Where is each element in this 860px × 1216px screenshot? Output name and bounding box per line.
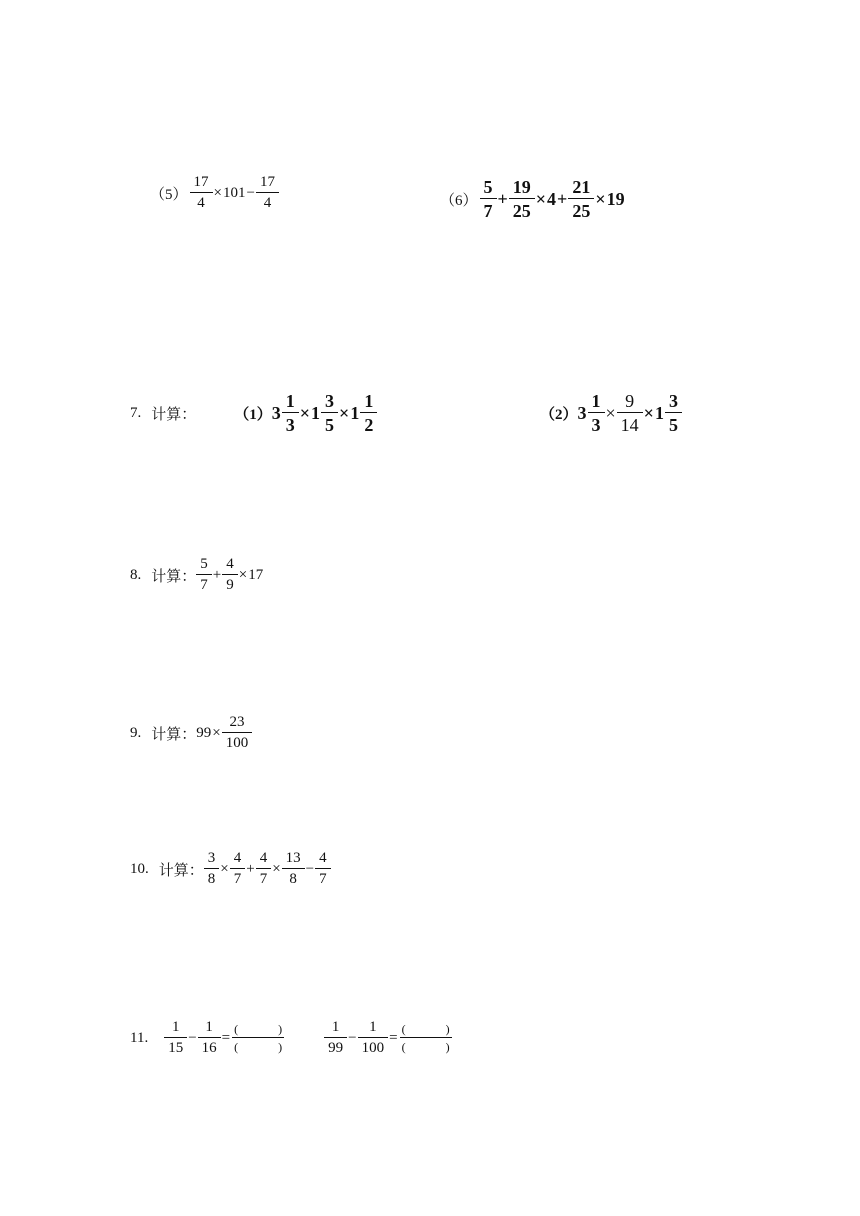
fraction xyxy=(224,557,236,593)
numerator: 4 xyxy=(226,556,234,572)
answer-blank[interactable] xyxy=(400,1023,452,1053)
plus-sign: + xyxy=(557,188,568,209)
denominator: 15 xyxy=(164,1037,187,1056)
numerator: 17 xyxy=(193,174,209,190)
numerator: 9 xyxy=(625,391,635,411)
open-paren: ( xyxy=(234,1022,239,1036)
numerator: 1 xyxy=(171,1019,180,1035)
integer: 99 xyxy=(196,724,212,741)
close-paren: ) xyxy=(278,1022,283,1036)
denominator: 99 xyxy=(324,1037,347,1056)
denominator: 25 xyxy=(568,198,594,220)
times-sign: × xyxy=(339,402,350,423)
problem-label: （5） xyxy=(150,186,188,203)
fraction xyxy=(284,392,297,434)
denominator: 16 xyxy=(198,1037,221,1056)
close-paren: ) xyxy=(445,1040,450,1054)
numerator: 3 xyxy=(325,391,335,411)
fraction xyxy=(323,392,336,434)
fraction xyxy=(192,175,211,211)
denominator: 7 xyxy=(196,574,212,593)
numerator: 5 xyxy=(483,177,493,197)
equals-sign: = xyxy=(221,1029,231,1046)
whole-number: 1 xyxy=(654,402,664,423)
denominator: 5 xyxy=(665,412,682,434)
fraction xyxy=(232,851,244,887)
minus-sign: − xyxy=(246,184,255,201)
numerator: 4 xyxy=(319,850,327,866)
close-paren: ) xyxy=(445,1022,450,1036)
numerator: 17 xyxy=(259,174,275,190)
fraction xyxy=(258,851,270,887)
numerator: 21 xyxy=(572,177,591,197)
numerator-blank[interactable] xyxy=(232,1023,284,1037)
integer: 4 xyxy=(547,188,557,209)
whole-number: 3 xyxy=(271,402,281,423)
question-9 xyxy=(130,715,252,751)
fraction xyxy=(284,851,303,887)
fraction xyxy=(511,178,533,220)
whole-number: 3 xyxy=(577,402,587,423)
times-sign: × xyxy=(272,860,281,877)
denominator: 7 xyxy=(230,868,246,887)
denominator: 5 xyxy=(321,412,338,434)
numerator: 19 xyxy=(512,177,531,197)
denominator: 8 xyxy=(282,868,305,887)
numerator: 3 xyxy=(668,391,678,411)
numerator: 5 xyxy=(200,556,208,572)
numerator-blank[interactable] xyxy=(400,1023,452,1037)
numerator: 1 xyxy=(331,1019,340,1035)
question-7-part-b xyxy=(540,392,682,434)
times-sign: × xyxy=(299,402,311,423)
denominator: 3 xyxy=(588,412,605,434)
problem-5 xyxy=(150,175,279,211)
times-sign: × xyxy=(605,402,616,423)
integer: 101 xyxy=(222,184,246,201)
numerator: 1 xyxy=(591,391,601,411)
numerator: 13 xyxy=(285,850,301,866)
fraction xyxy=(166,1020,185,1056)
numerator: 1 xyxy=(364,391,374,411)
fraction xyxy=(258,175,277,211)
part-label: （1） xyxy=(234,406,272,423)
question-11 xyxy=(130,1020,452,1056)
fraction xyxy=(317,851,329,887)
times-sign: × xyxy=(595,188,606,209)
fraction xyxy=(362,392,375,434)
numerator: 4 xyxy=(259,850,268,866)
denominator: 7 xyxy=(256,868,272,887)
minus-sign: − xyxy=(348,1029,357,1046)
fraction xyxy=(619,392,641,434)
question-number: 9. xyxy=(130,724,142,741)
denominator: 4 xyxy=(190,192,213,211)
denominator-blank[interactable] xyxy=(232,1037,284,1053)
open-paren: ( xyxy=(401,1040,406,1054)
close-paren: ) xyxy=(278,1040,283,1054)
part-label: （2） xyxy=(540,406,578,423)
equals-sign: = xyxy=(389,1029,398,1046)
denominator: 7 xyxy=(315,868,331,887)
minus-sign: − xyxy=(188,1029,197,1046)
whole-number: 1 xyxy=(350,402,360,423)
numerator: 3 xyxy=(207,850,216,866)
denominator: 9 xyxy=(222,574,238,593)
numerator: 1 xyxy=(205,1019,213,1035)
open-paren: ( xyxy=(401,1022,406,1036)
denominator: 14 xyxy=(617,412,643,434)
question-number: 11. xyxy=(130,1029,149,1046)
question-8 xyxy=(130,557,263,593)
fraction xyxy=(206,851,218,887)
plus-sign: + xyxy=(212,566,222,583)
question-10 xyxy=(130,851,331,887)
times-sign: × xyxy=(238,566,248,583)
denominator-blank[interactable] xyxy=(400,1037,452,1053)
question-number: 10. xyxy=(130,860,149,877)
question-7 xyxy=(130,392,377,434)
fraction xyxy=(482,178,495,220)
answer-blank[interactable] xyxy=(232,1023,284,1053)
numerator: 4 xyxy=(233,850,242,866)
denominator: 100 xyxy=(358,1037,389,1056)
times-sign: × xyxy=(535,188,547,209)
numerator: 1 xyxy=(285,391,295,411)
minus-sign: − xyxy=(305,860,315,877)
question-label: 计算： xyxy=(151,568,197,585)
times-sign: × xyxy=(212,724,221,741)
plus-sign: + xyxy=(497,188,508,209)
numerator: 1 xyxy=(369,1019,377,1035)
denominator: 2 xyxy=(360,412,377,434)
fraction xyxy=(326,1020,345,1056)
fraction xyxy=(198,557,210,593)
fraction xyxy=(570,178,592,220)
question-label: 计算： xyxy=(158,862,204,879)
question-label: 计算： xyxy=(151,406,197,423)
times-sign: × xyxy=(643,402,654,423)
denominator: 8 xyxy=(204,868,220,887)
integer: 19 xyxy=(606,188,625,209)
fraction xyxy=(590,392,603,434)
problem-label: （6） xyxy=(440,192,478,209)
times-sign: × xyxy=(220,860,229,877)
denominator: 3 xyxy=(282,412,299,434)
problem-6 xyxy=(440,178,625,220)
fraction xyxy=(200,1020,219,1056)
fraction xyxy=(667,392,680,434)
integer: 17 xyxy=(248,566,264,583)
plus-sign: + xyxy=(246,860,255,877)
denominator: 25 xyxy=(509,198,535,220)
open-paren: ( xyxy=(234,1040,239,1054)
fraction xyxy=(360,1020,387,1056)
numerator: 23 xyxy=(229,714,245,730)
question-label: 计算： xyxy=(151,726,197,743)
whole-number: 1 xyxy=(311,402,321,423)
denominator: 4 xyxy=(256,192,279,211)
part-a xyxy=(234,392,377,434)
times-sign: × xyxy=(213,184,222,201)
question-number: 8. xyxy=(130,566,142,583)
fraction xyxy=(224,715,251,751)
denominator: 7 xyxy=(480,198,497,220)
question-number: 7. xyxy=(130,404,142,421)
denominator: 100 xyxy=(222,732,253,751)
